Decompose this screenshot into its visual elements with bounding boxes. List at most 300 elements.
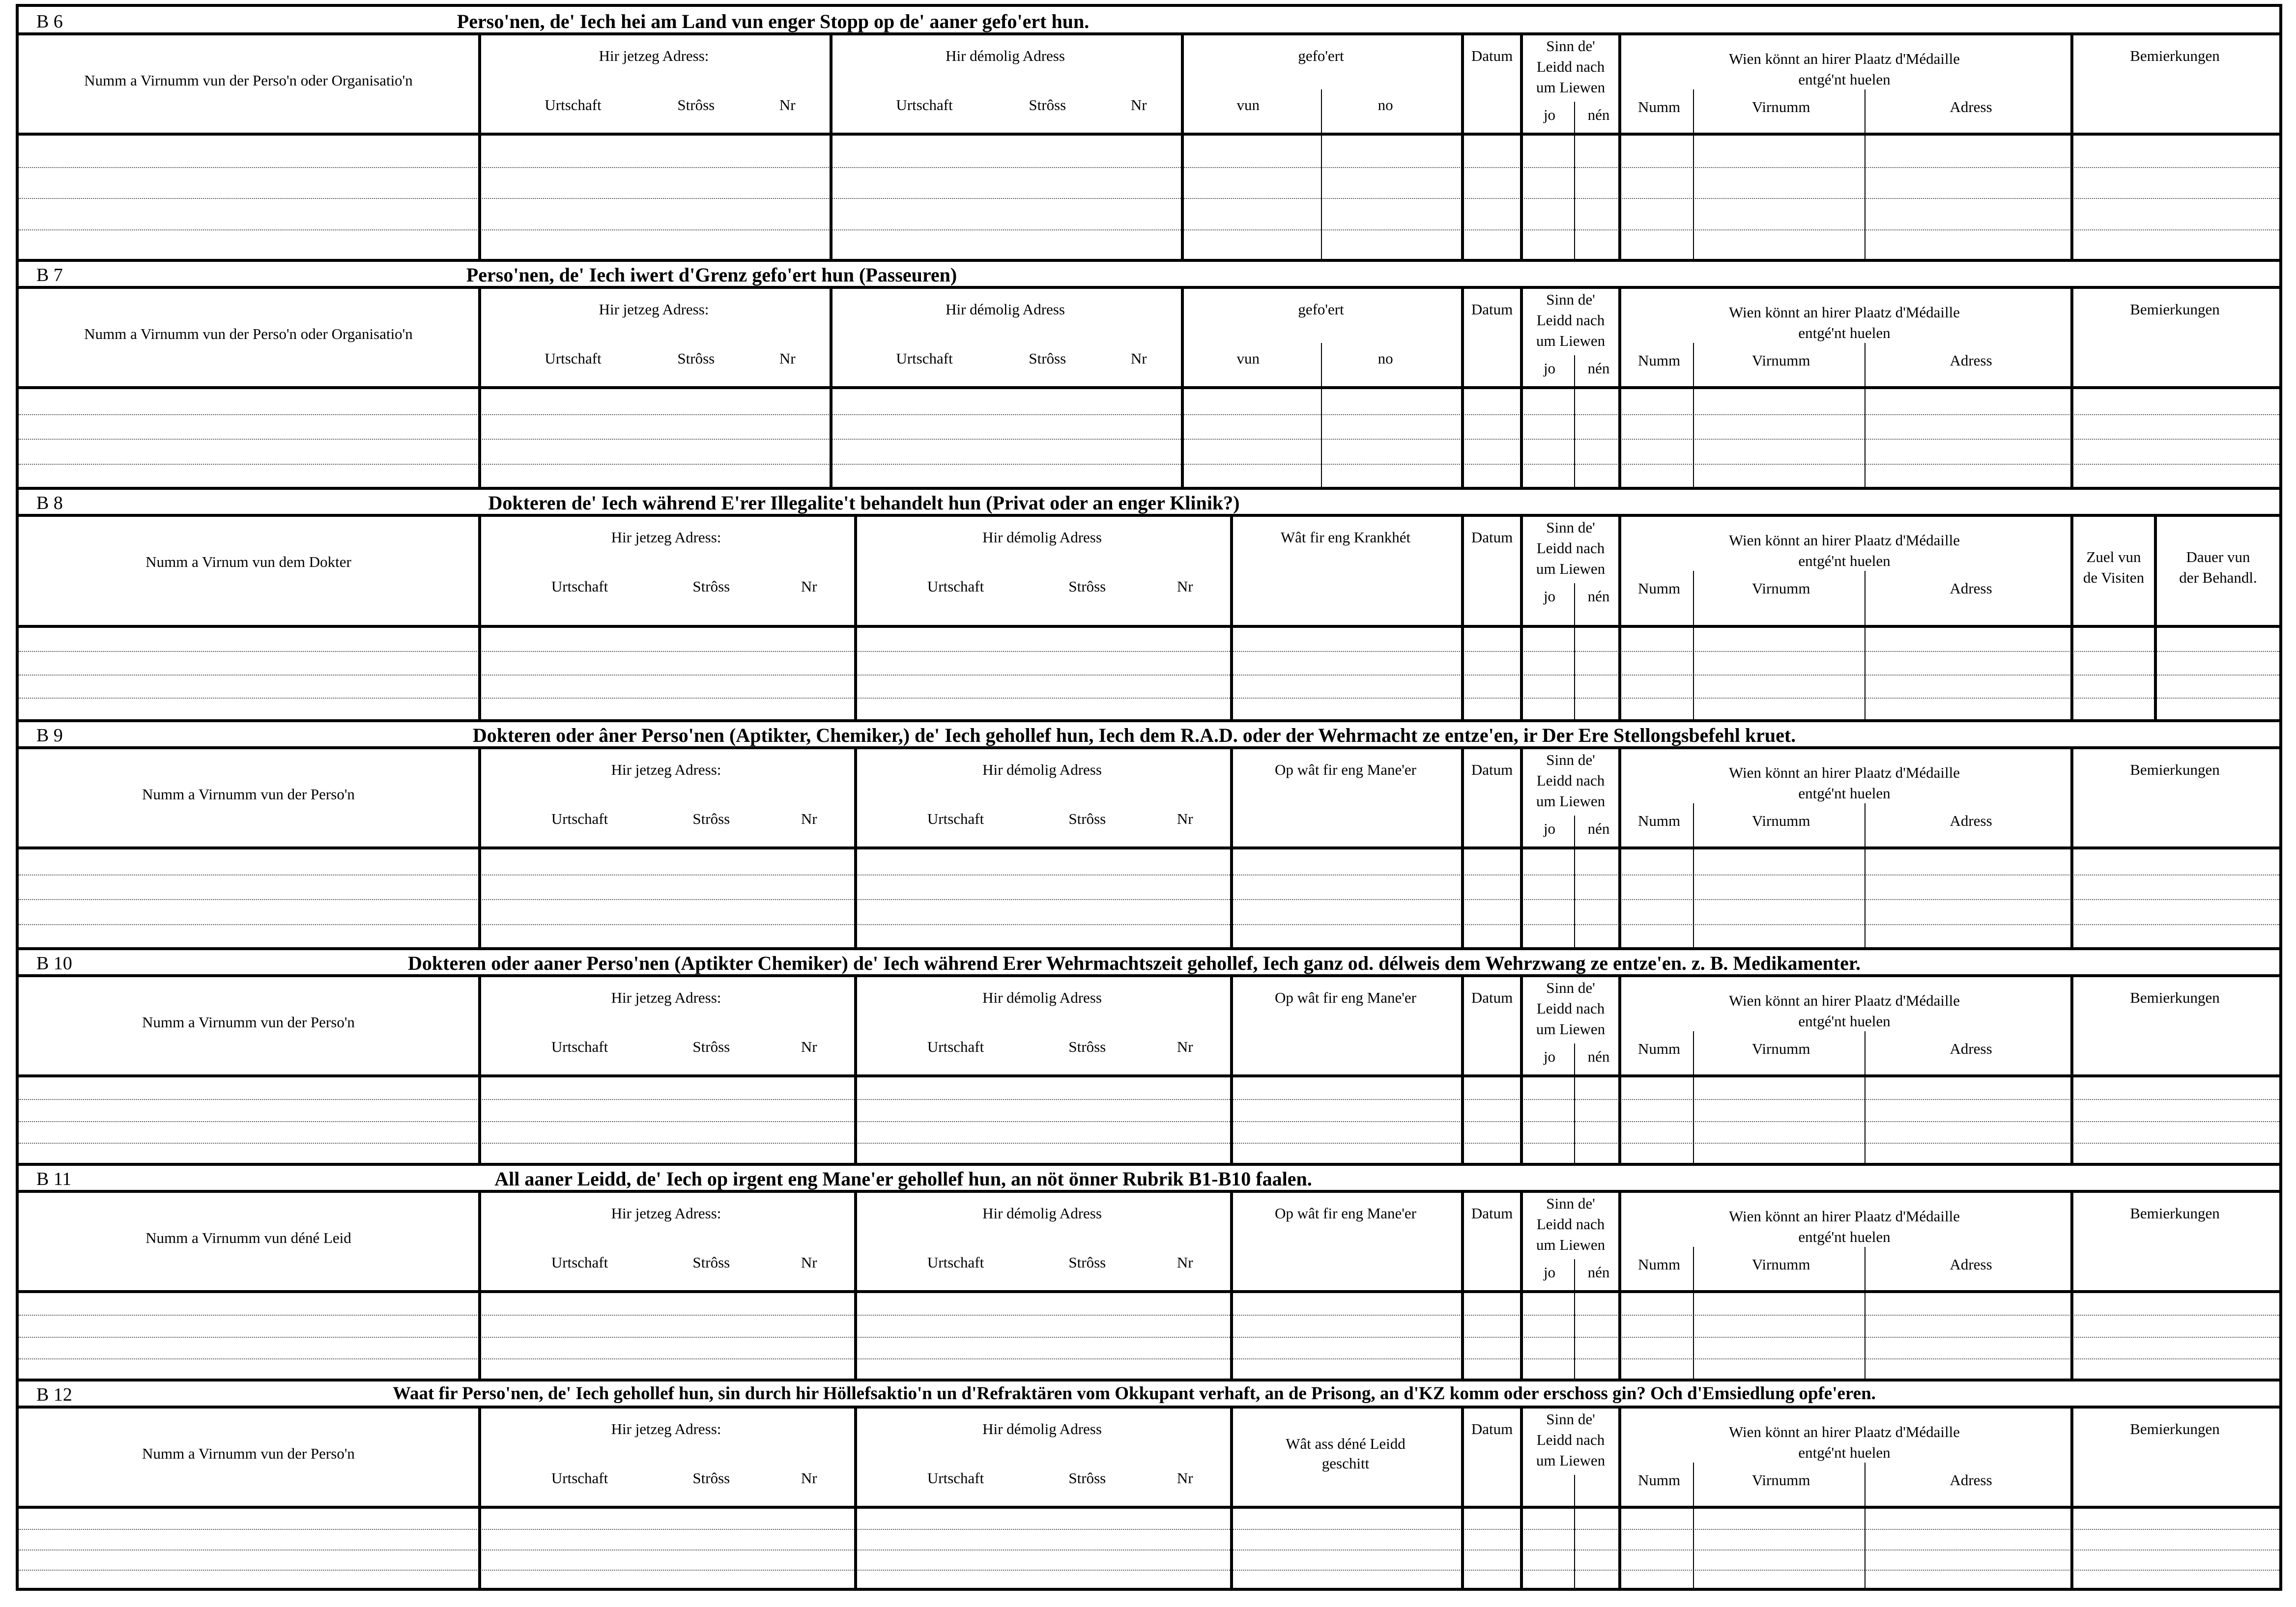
street-label: Strôss bbox=[1029, 96, 1066, 113]
writing-line bbox=[19, 439, 2279, 440]
yes-label: jo bbox=[1543, 588, 1556, 605]
section-heading: Waat fir Perso'nen, de' Iech gehollef hun, sin durch hir Höllefsaktio'n un d'Refraktären vom Okkupant verhaft, an de Prisong, an d'KZ komm oder erschoss gin? Och d'Emsiedlung opfe'eren. bbox=[393, 1383, 1876, 1404]
town-label: Urtschaft bbox=[551, 810, 608, 827]
town-label: Urtschaft bbox=[927, 1254, 984, 1271]
medal-recipient-header: entgé'nt huelen bbox=[1798, 1444, 1891, 1461]
survived-header: Sinn de' bbox=[1546, 1410, 1595, 1428]
section-title-bar bbox=[19, 488, 2279, 517]
yes-label: jo bbox=[1543, 820, 1556, 837]
header-separator bbox=[19, 1506, 2279, 1509]
survived-header: Leidd nach bbox=[1536, 772, 1605, 789]
header-separator bbox=[19, 1290, 2279, 1293]
first-name-label: Virnumm bbox=[1751, 1040, 1810, 1057]
writing-line bbox=[19, 229, 2279, 230]
header-separator bbox=[19, 1074, 2279, 1077]
column-divider bbox=[854, 1409, 857, 1590]
survived-header: Leidd nach bbox=[1536, 58, 1605, 75]
column-divider bbox=[1618, 289, 1621, 488]
town-label: Urtschaft bbox=[545, 350, 602, 367]
sub-column-divider bbox=[1321, 343, 1322, 488]
sub-column-divider bbox=[1321, 89, 1322, 260]
column-divider bbox=[1181, 35, 1184, 260]
number-label: Nr bbox=[801, 1469, 817, 1487]
yes-label: jo bbox=[1543, 1264, 1556, 1281]
section-heading: Perso'nen, de' Iech hei am Land vun enger Stopp op de' aaner gefo'ert hun. bbox=[457, 10, 1090, 32]
town-label: Urtschaft bbox=[927, 1469, 984, 1487]
column-divider bbox=[1520, 749, 1523, 949]
medal-recipient-header: entgé'nt huelen bbox=[1798, 785, 1891, 802]
column-divider bbox=[1618, 1409, 1621, 1590]
section-divider bbox=[19, 1379, 2279, 1381]
street-label: Strôss bbox=[1029, 350, 1066, 367]
street-label: Strôss bbox=[1068, 810, 1106, 827]
date-header: Datum bbox=[1471, 1420, 1513, 1438]
name-column-header: Numm a Virnumm vun der Perso'n bbox=[142, 786, 355, 803]
column-divider bbox=[1461, 35, 1464, 260]
column-divider bbox=[854, 517, 857, 721]
writing-line bbox=[19, 899, 2279, 900]
yes-label: jo bbox=[1543, 1048, 1556, 1065]
survived-header: um Liewen bbox=[1536, 1452, 1606, 1469]
remarks-header: Bemierkungen bbox=[2130, 761, 2220, 778]
column-divider bbox=[1520, 1193, 1523, 1380]
column-divider bbox=[854, 977, 857, 1164]
form-page bbox=[16, 4, 2282, 1591]
column-divider bbox=[2070, 1193, 2073, 1380]
date-header: Datum bbox=[1471, 761, 1513, 778]
column-divider bbox=[478, 749, 481, 949]
survived-header: um Liewen bbox=[1536, 1236, 1606, 1253]
section-title-bar bbox=[19, 260, 2279, 289]
writing-line bbox=[19, 198, 2279, 199]
section-divider bbox=[19, 259, 2279, 262]
visit-count-header: Zuel vun bbox=[2086, 548, 2141, 565]
address-label: Adress bbox=[1950, 580, 1992, 597]
sub-column-divider bbox=[1865, 1031, 1866, 1164]
writing-line bbox=[19, 414, 2279, 415]
visit-count-header: de Visiten bbox=[2083, 569, 2145, 586]
current-address-header: Hir jetzeg Adress: bbox=[599, 301, 709, 318]
section-table bbox=[19, 1409, 2279, 1590]
column-divider bbox=[1461, 1193, 1464, 1380]
column-divider bbox=[2070, 517, 2073, 721]
section-heading: Dokteren oder âner Perso'nen (Aptikter, Chemiker,) de' Iech gehollef hun, Iech dem R.A.D. oder der Wehrmacht ze entze'en, ir Der Ere Stellongsbefehl kruet. bbox=[472, 724, 1796, 746]
column-divider bbox=[1230, 1193, 1233, 1380]
no-label: nén bbox=[1587, 360, 1610, 377]
writing-line bbox=[19, 651, 2279, 652]
writing-line bbox=[19, 874, 2279, 875]
sub-column-divider bbox=[1693, 343, 1694, 488]
current-address-header: Hir jetzeg Adress: bbox=[611, 1205, 721, 1222]
survived-header: Leidd nach bbox=[1536, 1000, 1605, 1017]
survived-header: Sinn de' bbox=[1546, 751, 1595, 768]
sub-column-divider bbox=[1574, 1043, 1575, 1164]
from-label: vun bbox=[1236, 96, 1260, 113]
surname-label: Numm bbox=[1638, 812, 1681, 829]
sub-column-divider bbox=[1865, 1247, 1866, 1380]
name-column-header: Numm a Virnumm vun der Perso'n bbox=[142, 1445, 355, 1462]
column-divider bbox=[1618, 35, 1621, 260]
current-address-header: Hir jetzeg Adress: bbox=[611, 761, 721, 778]
sub-column-divider bbox=[1574, 1475, 1575, 1590]
section-code: B 10 bbox=[36, 953, 72, 974]
survived-header: Leidd nach bbox=[1536, 311, 1605, 329]
sub-column-divider bbox=[1574, 816, 1575, 949]
section-divider bbox=[19, 947, 2279, 950]
to-label: no bbox=[1378, 96, 1393, 113]
street-label: Strôss bbox=[692, 1254, 730, 1271]
writing-line bbox=[19, 698, 2279, 699]
first-name-label: Virnumm bbox=[1751, 352, 1810, 369]
yes-label: jo bbox=[1543, 106, 1556, 123]
what-happened-header: Wât ass déné Leidd bbox=[1286, 1435, 1406, 1452]
first-name-label: Virnumm bbox=[1751, 812, 1810, 829]
survived-header: Sinn de' bbox=[1546, 519, 1595, 536]
address-label: Adress bbox=[1950, 1471, 1992, 1489]
survived-header: Sinn de' bbox=[1546, 1195, 1595, 1212]
current-address-header: Hir jetzeg Adress: bbox=[599, 47, 709, 64]
survived-header: Sinn de' bbox=[1546, 291, 1595, 308]
column-divider bbox=[854, 1193, 857, 1380]
treatment-duration-header: der Behandl. bbox=[2179, 569, 2257, 586]
column-divider bbox=[478, 977, 481, 1164]
town-label: Urtschaft bbox=[927, 1038, 984, 1055]
survived-header: Leidd nach bbox=[1536, 1215, 1605, 1233]
former-address-header: Hir démolig Adress bbox=[946, 47, 1065, 64]
address-label: Adress bbox=[1950, 98, 1992, 115]
first-name-label: Virnumm bbox=[1751, 1471, 1810, 1489]
column-divider bbox=[1461, 977, 1464, 1164]
writing-line bbox=[19, 1358, 2279, 1359]
town-label: Urtschaft bbox=[551, 1469, 608, 1487]
former-address-header: Hir démolig Adress bbox=[946, 301, 1065, 318]
column-divider bbox=[2070, 749, 2073, 949]
date-header: Datum bbox=[1471, 989, 1513, 1006]
column-divider bbox=[478, 1193, 481, 1380]
survived-header: um Liewen bbox=[1536, 79, 1606, 96]
yes-label: jo bbox=[1543, 360, 1556, 377]
sub-column-divider bbox=[1865, 1463, 1866, 1590]
street-label: Strôss bbox=[1068, 1254, 1106, 1271]
header-separator bbox=[19, 625, 2279, 628]
address-label: Adress bbox=[1950, 1040, 1992, 1057]
surname-label: Numm bbox=[1638, 1040, 1681, 1057]
writing-line bbox=[19, 1570, 2279, 1571]
section-b9 bbox=[19, 721, 2279, 949]
section-table bbox=[19, 1193, 2279, 1380]
header-separator bbox=[19, 133, 2279, 136]
section-b12 bbox=[19, 1380, 2279, 1590]
section-b7 bbox=[19, 260, 2279, 488]
number-label: Nr bbox=[1130, 350, 1147, 367]
column-divider bbox=[830, 35, 832, 260]
header-separator bbox=[19, 846, 2279, 849]
to-label: no bbox=[1378, 350, 1393, 367]
section-b10 bbox=[19, 949, 2279, 1164]
town-label: Urtschaft bbox=[896, 96, 953, 113]
column-divider bbox=[1520, 977, 1523, 1164]
what-happened-header: geschitt bbox=[1321, 1455, 1370, 1472]
column-divider bbox=[1618, 1193, 1621, 1380]
date-header: Datum bbox=[1471, 1205, 1513, 1222]
remarks-header: Bemierkungen bbox=[2130, 1420, 2220, 1438]
section-table bbox=[19, 35, 2279, 260]
writing-line bbox=[19, 1121, 2279, 1122]
sub-column-divider bbox=[1693, 803, 1694, 949]
section-code: B 6 bbox=[36, 11, 63, 32]
name-column-header: Numm a Virnum vun dem Dokter bbox=[145, 553, 351, 570]
section-table bbox=[19, 749, 2279, 949]
survived-header: um Liewen bbox=[1536, 332, 1606, 349]
street-label: Strôss bbox=[1068, 1469, 1106, 1487]
number-label: Nr bbox=[1130, 96, 1147, 113]
town-label: Urtschaft bbox=[896, 350, 953, 367]
number-label: Nr bbox=[779, 350, 796, 367]
manner-header: Op wât fir eng Mane'er bbox=[1275, 1205, 1416, 1222]
column-divider bbox=[1181, 289, 1184, 488]
medal-recipient-header: entgé'nt huelen bbox=[1798, 552, 1891, 569]
section-table bbox=[19, 289, 2279, 488]
column-divider bbox=[2070, 35, 2073, 260]
sub-column-divider bbox=[1865, 89, 1866, 260]
street-label: Strôss bbox=[1068, 578, 1106, 595]
sub-column-divider bbox=[1574, 1259, 1575, 1380]
former-address-header: Hir démolig Adress bbox=[982, 1420, 1102, 1438]
medal-recipient-header: Wien könnt an hirer Plaatz d'Médaille bbox=[1728, 764, 1960, 781]
column-divider bbox=[1230, 517, 1233, 721]
column-divider bbox=[1520, 1409, 1523, 1590]
no-label: nén bbox=[1587, 588, 1610, 605]
section-title-bar bbox=[19, 949, 2279, 977]
column-divider bbox=[1461, 289, 1464, 488]
name-column-header: Numm a Virnumm vun der Perso'n oder Organisatio'n bbox=[84, 325, 413, 342]
writing-line bbox=[19, 1099, 2279, 1100]
column-divider bbox=[830, 289, 832, 488]
section-table bbox=[19, 517, 2279, 721]
street-label: Strôss bbox=[692, 578, 730, 595]
section-title-bar bbox=[19, 7, 2279, 35]
section-heading: Dokteren oder aaner Perso'nen (Aptikter Chemiker) de' Iech während Erer Wehrmachtszeit gehollef, Iech ganz od. délweis dem Wehrzwang ze entze'en. z. B. Medikamenter. bbox=[408, 952, 1861, 974]
column-divider bbox=[1461, 1409, 1464, 1590]
number-label: Nr bbox=[1177, 1254, 1193, 1271]
writing-line bbox=[19, 675, 2279, 676]
sub-column-divider bbox=[1693, 1247, 1694, 1380]
column-divider bbox=[2154, 517, 2157, 721]
survived-header: Leidd nach bbox=[1536, 1431, 1605, 1448]
medal-recipient-header: Wien könnt an hirer Plaatz d'Médaille bbox=[1728, 1423, 1960, 1440]
first-name-label: Virnumm bbox=[1751, 98, 1810, 115]
no-label: nén bbox=[1587, 820, 1610, 837]
former-address-header: Hir démolig Adress bbox=[982, 529, 1102, 546]
street-label: Strôss bbox=[1068, 1038, 1106, 1055]
number-label: Nr bbox=[1177, 1038, 1193, 1055]
medal-recipient-header: Wien könnt an hirer Plaatz d'Médaille bbox=[1728, 532, 1960, 549]
street-label: Strôss bbox=[677, 350, 715, 367]
town-label: Urtschaft bbox=[927, 578, 984, 595]
number-label: Nr bbox=[1177, 810, 1193, 827]
illness-header: Wât fir eng Krankhét bbox=[1280, 529, 1411, 546]
column-divider bbox=[1618, 517, 1621, 721]
column-divider bbox=[2070, 977, 2073, 1164]
current-address-header: Hir jetzeg Adress: bbox=[611, 529, 721, 546]
surname-label: Numm bbox=[1638, 1256, 1681, 1273]
sub-column-divider bbox=[1865, 343, 1866, 488]
former-address-header: Hir démolig Adress bbox=[982, 1205, 1102, 1222]
town-label: Urtschaft bbox=[551, 1038, 608, 1055]
name-column-header: Numm a Virnumm vun der Perso'n oder Organisatio'n bbox=[84, 72, 413, 89]
survived-header: Leidd nach bbox=[1536, 539, 1605, 557]
writing-line bbox=[19, 1337, 2279, 1338]
street-label: Strôss bbox=[692, 810, 730, 827]
surname-label: Numm bbox=[1638, 352, 1681, 369]
remarks-header: Bemierkungen bbox=[2130, 989, 2220, 1006]
medal-recipient-header: entgé'nt huelen bbox=[1798, 1013, 1891, 1030]
section-heading: All aaner Leidd, de' Iech op irgent eng Mane'er gehollef hun, an nöt önner Rubrik B1-B10 faalen. bbox=[494, 1168, 1312, 1190]
sub-column-divider bbox=[1865, 803, 1866, 949]
date-header: Datum bbox=[1471, 47, 1513, 64]
from-label: vun bbox=[1236, 350, 1260, 367]
column-divider bbox=[1618, 749, 1621, 949]
section-table bbox=[19, 977, 2279, 1164]
sub-column-divider bbox=[1693, 571, 1694, 721]
survived-header: um Liewen bbox=[1536, 1020, 1606, 1038]
no-label: nén bbox=[1587, 1264, 1610, 1281]
medal-recipient-header: Wien könnt an hirer Plaatz d'Médaille bbox=[1728, 992, 1960, 1009]
section-code: B 8 bbox=[36, 493, 63, 513]
remarks-header: Bemierkungen bbox=[2130, 301, 2220, 318]
first-name-label: Virnumm bbox=[1751, 1256, 1810, 1273]
number-label: Nr bbox=[801, 1038, 817, 1055]
survived-header: um Liewen bbox=[1536, 792, 1606, 810]
survived-header: Sinn de' bbox=[1546, 37, 1595, 55]
column-divider bbox=[1230, 749, 1233, 949]
column-divider bbox=[1618, 977, 1621, 1164]
town-label: Urtschaft bbox=[927, 810, 984, 827]
column-divider bbox=[1520, 289, 1523, 488]
column-divider bbox=[478, 1409, 481, 1590]
street-label: Strôss bbox=[692, 1038, 730, 1055]
survived-header: Sinn de' bbox=[1546, 979, 1595, 996]
column-divider bbox=[854, 749, 857, 949]
former-address-header: Hir démolig Adress bbox=[982, 989, 1102, 1006]
surname-label: Numm bbox=[1638, 1471, 1681, 1489]
writing-line bbox=[19, 924, 2279, 925]
date-header: Datum bbox=[1471, 529, 1513, 546]
first-name-label: Virnumm bbox=[1751, 580, 1810, 597]
section-b11 bbox=[19, 1164, 2279, 1380]
treatment-duration-header: Dauer vun bbox=[2186, 548, 2250, 565]
name-column-header: Numm a Virnumm vun der Perso'n bbox=[142, 1014, 355, 1031]
current-address-header: Hir jetzeg Adress: bbox=[611, 1420, 721, 1438]
section-b8 bbox=[19, 488, 2279, 721]
writing-line bbox=[19, 1315, 2279, 1316]
section-title-bar bbox=[19, 1164, 2279, 1193]
section-code: B 7 bbox=[36, 265, 63, 285]
number-label: Nr bbox=[801, 810, 817, 827]
column-divider bbox=[1461, 749, 1464, 949]
column-divider bbox=[478, 289, 481, 488]
former-address-header: Hir démolig Adress bbox=[982, 761, 1102, 778]
no-label: nén bbox=[1587, 1048, 1610, 1065]
writing-line bbox=[19, 1550, 2279, 1551]
medal-recipient-header: entgé'nt huelen bbox=[1798, 71, 1891, 88]
column-divider bbox=[1520, 35, 1523, 260]
section-heading: Perso'nen, de' Iech iwert d'Grenz gefo'ert hun (Passeuren) bbox=[466, 264, 957, 286]
writing-line bbox=[19, 167, 2279, 168]
section-code: B 12 bbox=[36, 1384, 72, 1405]
sub-column-divider bbox=[1693, 1031, 1694, 1164]
section-code: B 9 bbox=[36, 725, 63, 746]
section-divider bbox=[19, 1163, 2279, 1166]
town-label: Urtschaft bbox=[551, 578, 608, 595]
remarks-header: Bemierkungen bbox=[2130, 47, 2220, 64]
sub-column-divider bbox=[1693, 1463, 1694, 1590]
section-title-bar bbox=[19, 721, 2279, 749]
address-label: Adress bbox=[1950, 352, 1992, 369]
section-title-bar bbox=[19, 1380, 2279, 1409]
medal-recipient-header: Wien könnt an hirer Plaatz d'Médaille bbox=[1728, 50, 1960, 67]
manner-header: Op wât fir eng Mane'er bbox=[1275, 761, 1416, 778]
writing-line bbox=[19, 464, 2279, 465]
column-divider bbox=[2070, 1409, 2073, 1590]
sub-column-divider bbox=[1865, 571, 1866, 721]
section-divider bbox=[19, 487, 2279, 490]
current-address-header: Hir jetzeg Adress: bbox=[611, 989, 721, 1006]
section-heading: Dokteren de' Iech während E'rer Illegalite't behandelt hun (Privat oder an enger Klinik?) bbox=[488, 492, 1240, 514]
column-divider bbox=[478, 35, 481, 260]
number-label: Nr bbox=[801, 1254, 817, 1271]
column-divider bbox=[1520, 517, 1523, 721]
number-label: Nr bbox=[1177, 1469, 1193, 1487]
address-label: Adress bbox=[1950, 1256, 1992, 1273]
section-b6 bbox=[19, 7, 2279, 260]
column-divider bbox=[2070, 289, 2073, 488]
town-label: Urtschaft bbox=[545, 96, 602, 113]
section-divider bbox=[19, 719, 2279, 722]
column-divider bbox=[478, 517, 481, 721]
street-label: Strôss bbox=[677, 96, 715, 113]
number-label: Nr bbox=[801, 578, 817, 595]
medal-recipient-header: Wien könnt an hirer Plaatz d'Médaille bbox=[1728, 1208, 1960, 1225]
date-header: Datum bbox=[1471, 301, 1513, 318]
remarks-header: Bemierkungen bbox=[2130, 1205, 2220, 1222]
address-label: Adress bbox=[1950, 812, 1992, 829]
sub-column-divider bbox=[1693, 89, 1694, 260]
sub-column-divider bbox=[1574, 355, 1575, 488]
writing-line bbox=[19, 1143, 2279, 1144]
manner-header: Op wât fir eng Mane'er bbox=[1275, 989, 1416, 1006]
no-label: nén bbox=[1587, 106, 1610, 123]
surname-label: Numm bbox=[1638, 580, 1681, 597]
number-label: Nr bbox=[1177, 578, 1193, 595]
sub-column-divider bbox=[1574, 583, 1575, 721]
town-label: Urtschaft bbox=[551, 1254, 608, 1271]
survived-header: um Liewen bbox=[1536, 560, 1606, 577]
header-separator bbox=[19, 386, 2279, 389]
column-divider bbox=[1230, 977, 1233, 1164]
transported-header: gefo'ert bbox=[1298, 47, 1344, 64]
writing-line bbox=[19, 1529, 2279, 1530]
name-column-header: Numm a Virnumm vun déné Leid bbox=[145, 1229, 351, 1246]
column-divider bbox=[1461, 517, 1464, 721]
street-label: Strôss bbox=[692, 1469, 730, 1487]
transported-header: gefo'ert bbox=[1298, 301, 1344, 318]
number-label: Nr bbox=[779, 96, 796, 113]
medal-recipient-header: Wien könnt an hirer Plaatz d'Médaille bbox=[1728, 304, 1960, 321]
column-divider bbox=[1230, 1409, 1233, 1590]
sub-column-divider bbox=[1574, 102, 1575, 260]
medal-recipient-header: entgé'nt huelen bbox=[1798, 324, 1891, 341]
